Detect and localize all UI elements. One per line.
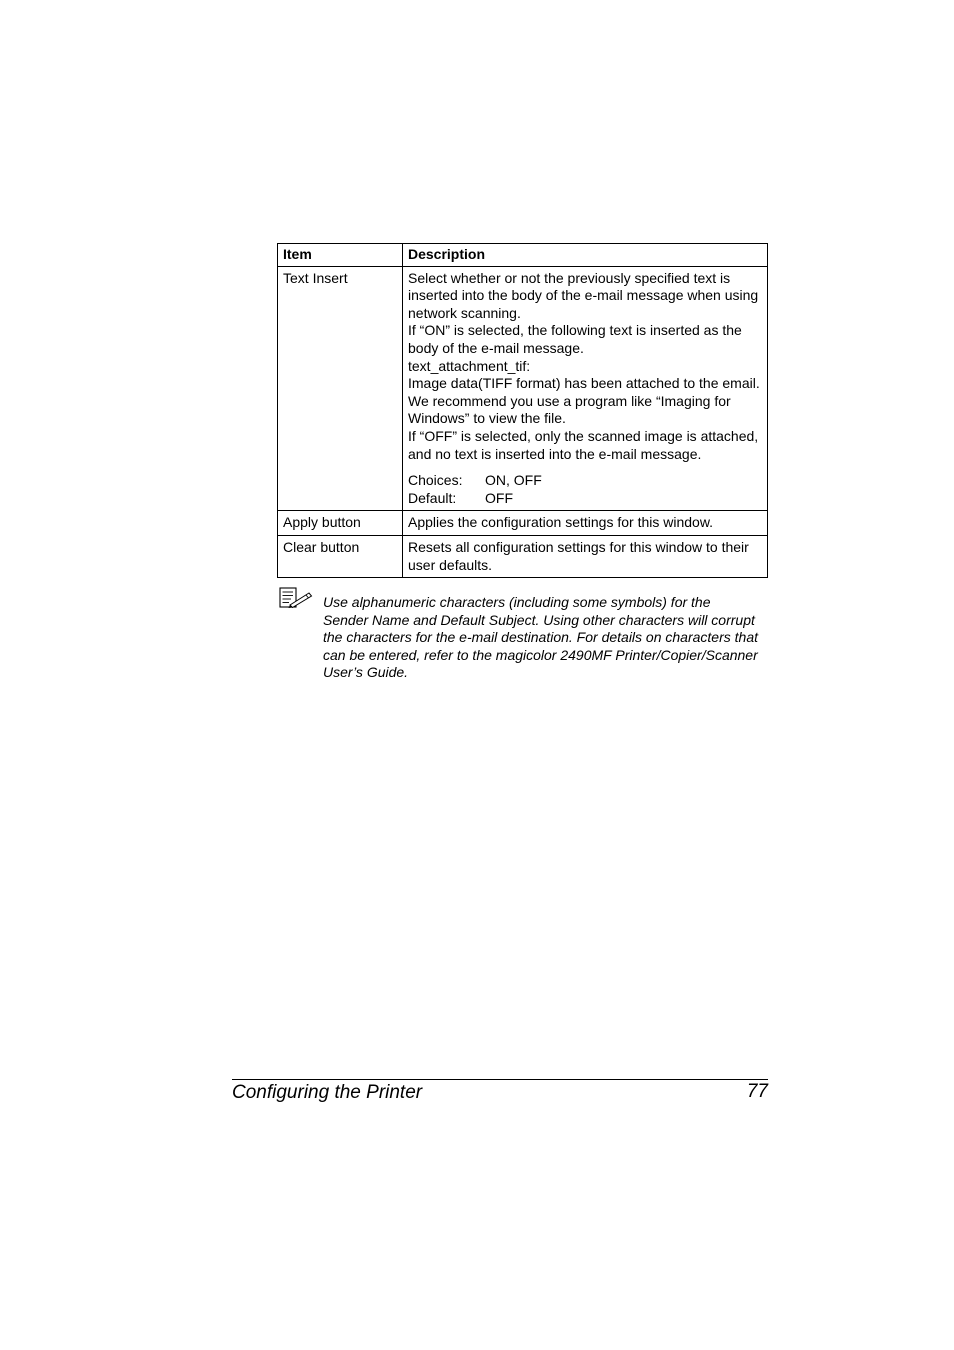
choices-row [408,472,764,490]
note-line: the characters for the e-mail destination. For details on characters that [323,629,758,646]
description-line: inserted into the body of the e-mail message when using [408,287,759,304]
note-text [323,594,769,682]
note-line: Use alphanumeric characters (including some symbols) for the [323,594,711,610]
choices-default-block [408,472,764,507]
description-line: If “OFF” is selected, only the scanned image is attached, [408,427,759,444]
table-cell-item: Apply button [278,511,403,536]
note-pencil-icon [279,587,313,609]
table-cell-description [403,535,768,577]
table-row [278,535,768,577]
settings-table [277,243,768,578]
table-row [278,511,768,536]
table-row [278,266,768,511]
column-header-description: Description [403,244,768,267]
default-value: OFF [485,489,513,506]
description-line: Image data(TIFF format) has been attached to the email. [408,375,760,392]
description-line: We recommend you use a program like “Imaging for [408,392,731,409]
description-line: Resets all configuration settings for this window to their [408,538,749,555]
note-line: Sender Name and Default Subject. Using other characters will corrupt [323,611,755,628]
table-header-row [278,244,768,267]
description-line: Select whether or not the previously specified text is [408,269,731,286]
table-cell-item: Text Insert [278,266,403,511]
description-line: network scanning. [408,304,521,321]
table-cell-description: Applies the configuration settings for this window. [403,511,768,536]
description-line: text_attachment_tif: [408,357,531,374]
description-line: If “ON” is selected, the following text is inserted as the [408,322,742,339]
description-line: user defaults. [408,556,493,573]
description-line: and no text is inserted into the e-mail message. [408,445,702,462]
column-header-item: Item [278,244,403,267]
note-line: can be entered, refer to the magicolor 2490MF Printer/Copier/Scanner [323,646,758,663]
description-line: body of the e-mail message. [408,339,584,356]
note-line: User’s Guide. [323,664,409,681]
choices-label: Choices: [408,472,463,489]
table-cell-item: Clear button [278,535,403,577]
description-line: Windows” to view the file. [408,410,566,427]
footer-section-title: Configuring the Printer [232,1082,423,1103]
footer-divider [232,1079,768,1080]
default-row [408,490,764,508]
table-cell-description [403,266,768,511]
default-label: Default: [408,489,457,506]
page-number: 77 [746,1081,768,1102]
choices-value: ON, OFF [485,472,542,489]
